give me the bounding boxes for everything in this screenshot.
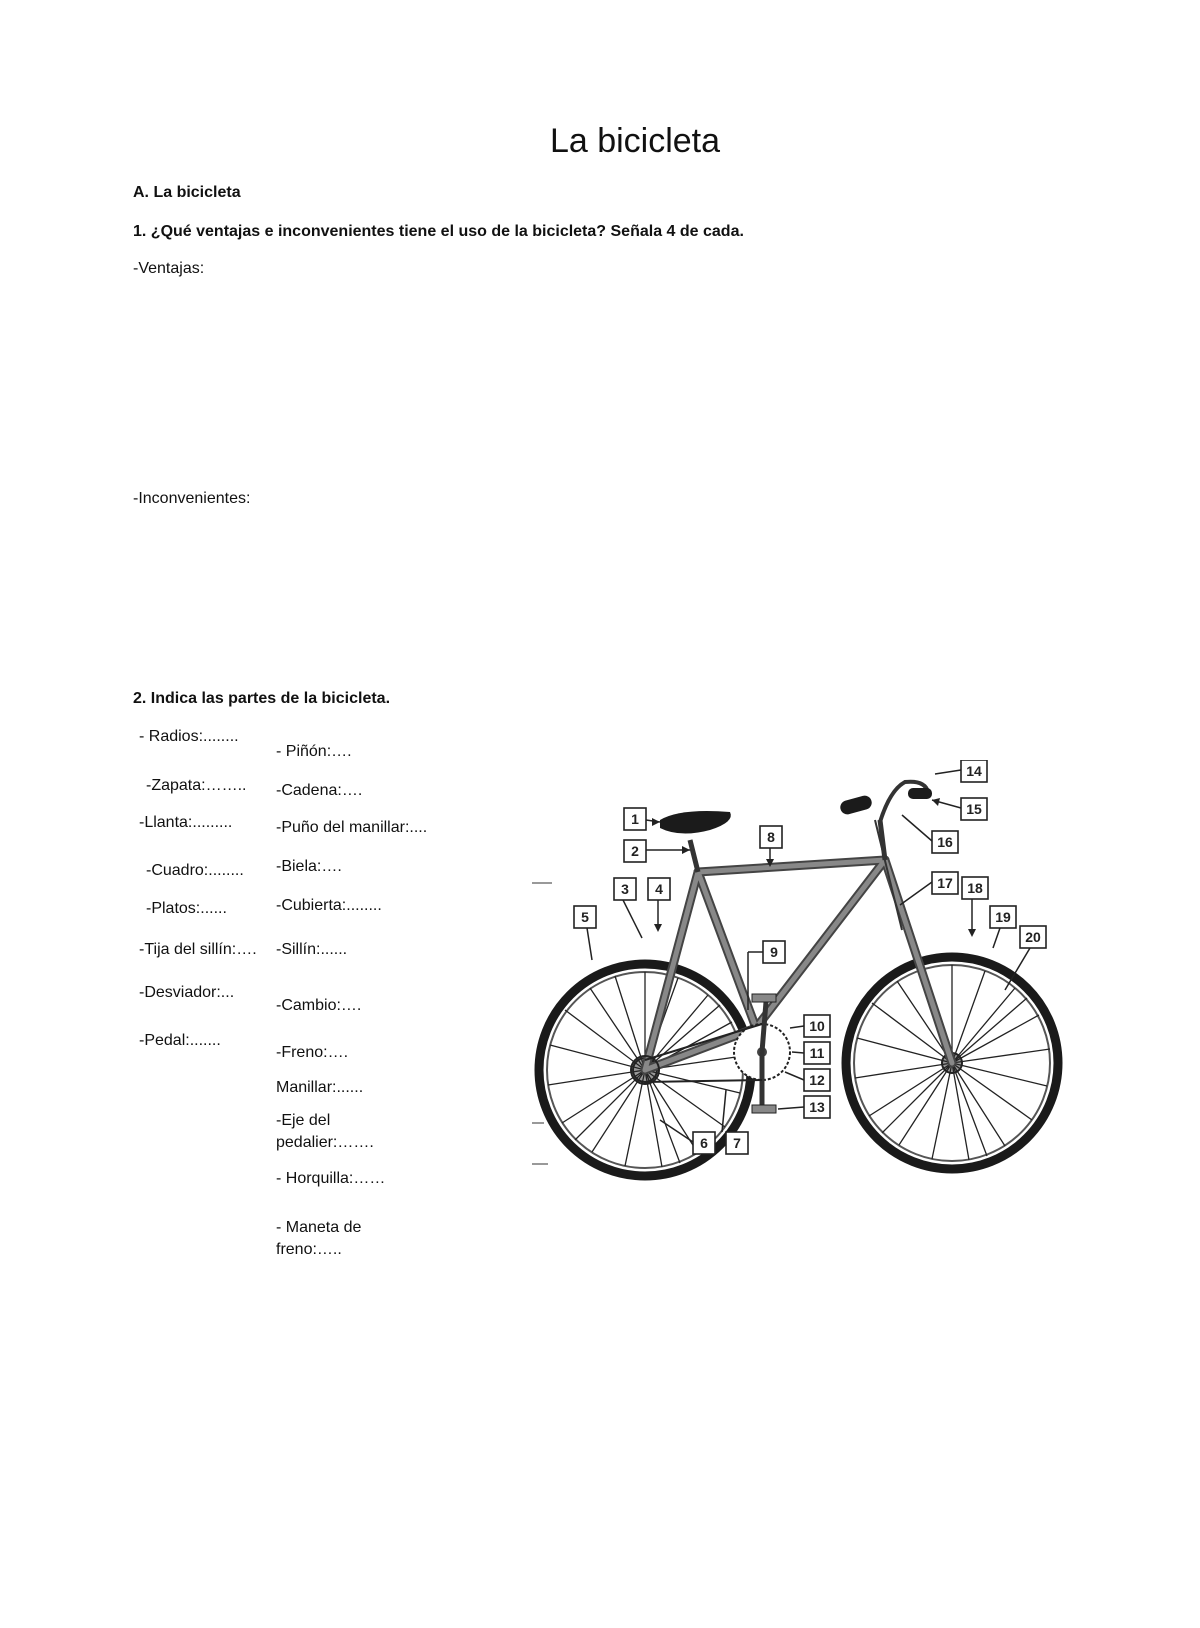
part-item: - Radios:........ (139, 728, 239, 745)
saddle-shape (660, 811, 731, 834)
svg-text:14: 14 (966, 763, 982, 779)
svg-text:13: 13 (809, 1099, 825, 1115)
handlebar-grip-shape (839, 794, 874, 816)
part-item: -Biela:…. (276, 858, 342, 875)
part-item: -Llanta:......... (139, 814, 233, 831)
svg-text:19: 19 (995, 909, 1011, 925)
svg-text:10: 10 (809, 1018, 825, 1034)
part-item: -Eje del pedalier:……. (276, 1112, 374, 1151)
diagram-label (990, 906, 1016, 928)
part-item: - Maneta de freno:….. (276, 1219, 362, 1258)
part-item: -Puño del manillar:.... (276, 819, 428, 836)
diagram-label (804, 1096, 830, 1118)
diagram-label (961, 798, 987, 820)
part-item: - Horquilla:…… (276, 1170, 386, 1187)
part-item: -Pedal:....... (139, 1032, 221, 1049)
bicycle-diagram (530, 760, 1090, 1210)
diagram-label (961, 760, 987, 782)
part-item: -Cubierta:........ (276, 897, 382, 914)
question-2: 2. Indica las partes de la bicicleta. (133, 690, 391, 707)
diagram-label (648, 878, 670, 900)
diagram-label (804, 1015, 830, 1037)
svg-text:8: 8 (767, 829, 775, 845)
part-item: -Desviador:... (139, 984, 235, 1001)
diagram-label (693, 1132, 715, 1154)
svg-text:12: 12 (809, 1072, 825, 1088)
svg-text:9: 9 (770, 944, 778, 960)
part-item: -Freno:…. (276, 1044, 349, 1061)
question-1: 1. ¿Qué ventajas e inconvenientes tiene el uso de la bicicleta? Señala 4 de cada. (133, 223, 744, 240)
svg-text:16: 16 (937, 834, 953, 850)
diagram-label (804, 1042, 830, 1064)
diagram-label (763, 941, 785, 963)
diagram-label (1020, 926, 1046, 948)
svg-text:3: 3 (621, 881, 629, 897)
svg-text:5: 5 (581, 909, 589, 925)
diagram-label (614, 878, 636, 900)
svg-text:6: 6 (700, 1135, 708, 1151)
svg-text:15: 15 (966, 801, 982, 817)
section-heading: A. La bicicleta (133, 184, 241, 201)
svg-text:18: 18 (967, 880, 983, 896)
svg-text:17: 17 (937, 875, 953, 891)
diagram-label (574, 906, 596, 928)
diagram-label (726, 1132, 748, 1154)
svg-text:1: 1 (631, 811, 639, 827)
diagram-label (932, 872, 958, 894)
part-item: Manillar:...... (276, 1079, 364, 1096)
part-item: -Zapata:…….. (146, 777, 247, 794)
part-item: -Sillín:...... (276, 941, 348, 958)
part-item: -Cadena:…. (276, 782, 363, 799)
svg-text:2: 2 (631, 843, 639, 859)
part-item: - Piñón:…. (276, 743, 352, 760)
part-item: -Cambio:…. (276, 997, 362, 1014)
diagram-label (624, 808, 646, 830)
diagram-label (932, 831, 958, 853)
advantages-label: -Ventajas: (133, 260, 205, 277)
svg-text:11: 11 (809, 1045, 825, 1061)
part-item: -Platos:...... (146, 900, 227, 917)
part-item: -Tija del sillín:…. (139, 941, 257, 958)
diagram-label (624, 840, 646, 862)
svg-text:4: 4 (655, 881, 663, 897)
page-title: La bicicleta (549, 122, 721, 160)
svg-text:7: 7 (733, 1135, 741, 1151)
part-item: -Cuadro:........ (146, 862, 244, 879)
diagram-label (760, 826, 782, 848)
disadvantages-label: -Inconvenientes: (133, 490, 251, 507)
diagram-label (962, 877, 988, 899)
svg-text:20: 20 (1025, 929, 1041, 945)
diagram-label (804, 1069, 830, 1091)
